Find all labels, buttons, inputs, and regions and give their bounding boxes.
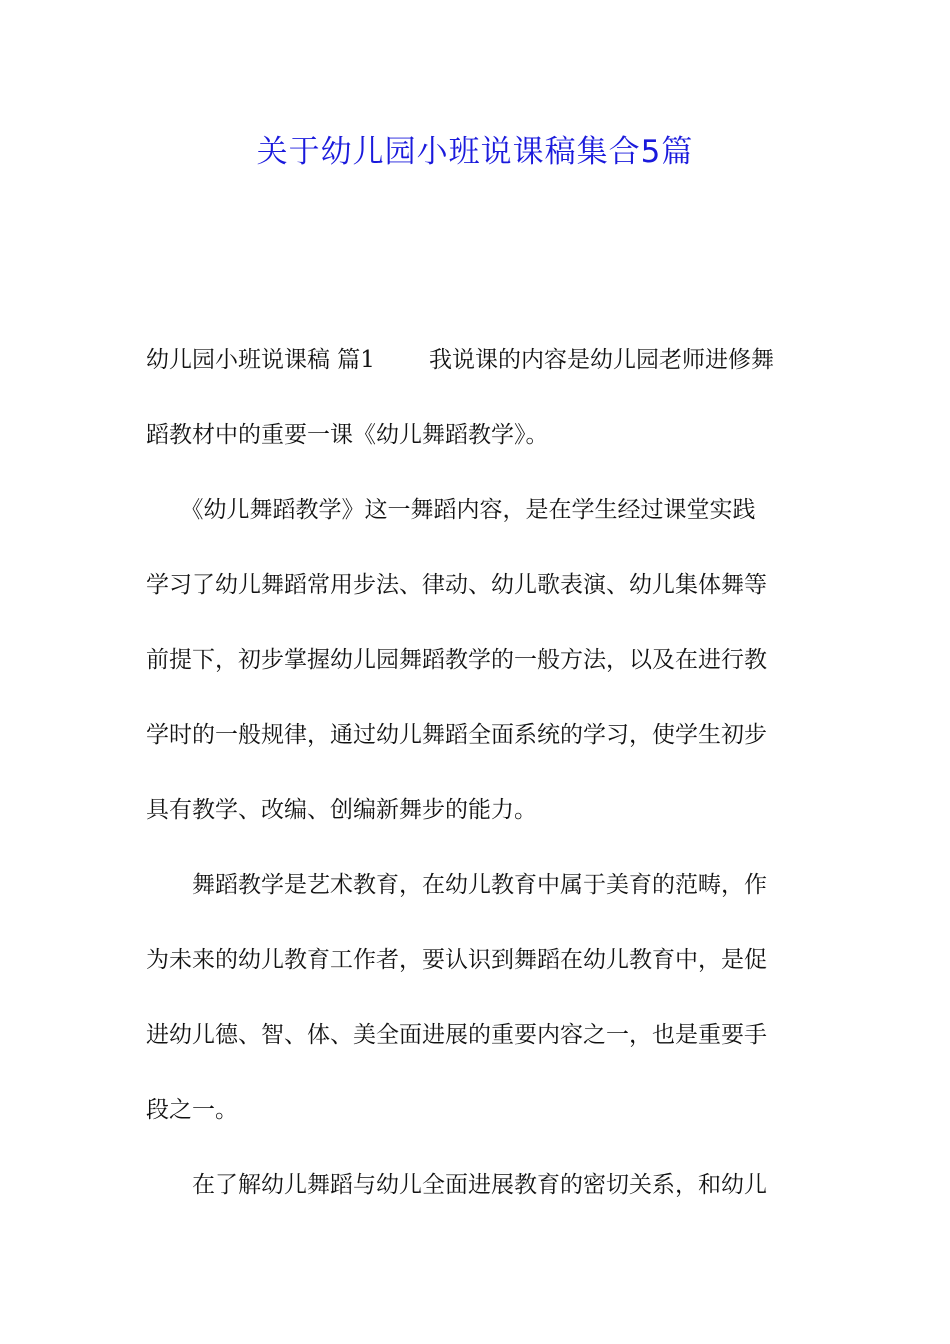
text-line-12: 在了解幼儿舞蹈与幼儿全面进展教育的密切关系，和幼儿 [146, 1172, 767, 1198]
text-line-4: 学习了幼儿舞蹈常用步法、律动、幼儿歌表演、幼儿集体舞等 [146, 572, 767, 598]
text-line-11: 段之一。 [146, 1097, 238, 1123]
text-line-1 [146, 336, 774, 384]
text-line-9: 为未来的幼儿教育工作者，要认识到舞蹈在幼儿教育中，是促 [146, 947, 767, 973]
text-line-3: 《幼儿舞蹈教学》这一舞蹈内容，是在学生经过课堂实践 [146, 497, 756, 523]
document-title: 关于幼儿园小班说课稿集合5篇 [256, 134, 694, 170]
section-heading: 幼儿园小班说课稿 篇1 [146, 347, 375, 373]
text-line-6: 学时的一般规律，通过幼儿舞蹈全面系统的学习，使学生初步 [146, 722, 767, 748]
text-line-8: 舞蹈教学是艺术教育，在幼儿教育中属于美育的范畴，作 [146, 872, 767, 898]
text-line-2: 蹈教材中的重要一课《幼儿舞蹈教学》。 [146, 422, 549, 448]
text-line-content: 我说课的内容是幼儿园老师进修舞 [428, 347, 774, 373]
text-line-10: 进幼儿德、智、体、美全面进展的重要内容之一，也是重要手 [146, 1022, 767, 1048]
text-line-7: 具有教学、改编、创编新舞步的能力。 [146, 797, 537, 823]
text-line-5: 前提下，初步掌握幼儿园舞蹈教学的一般方法，以及在进行教 [146, 647, 767, 673]
